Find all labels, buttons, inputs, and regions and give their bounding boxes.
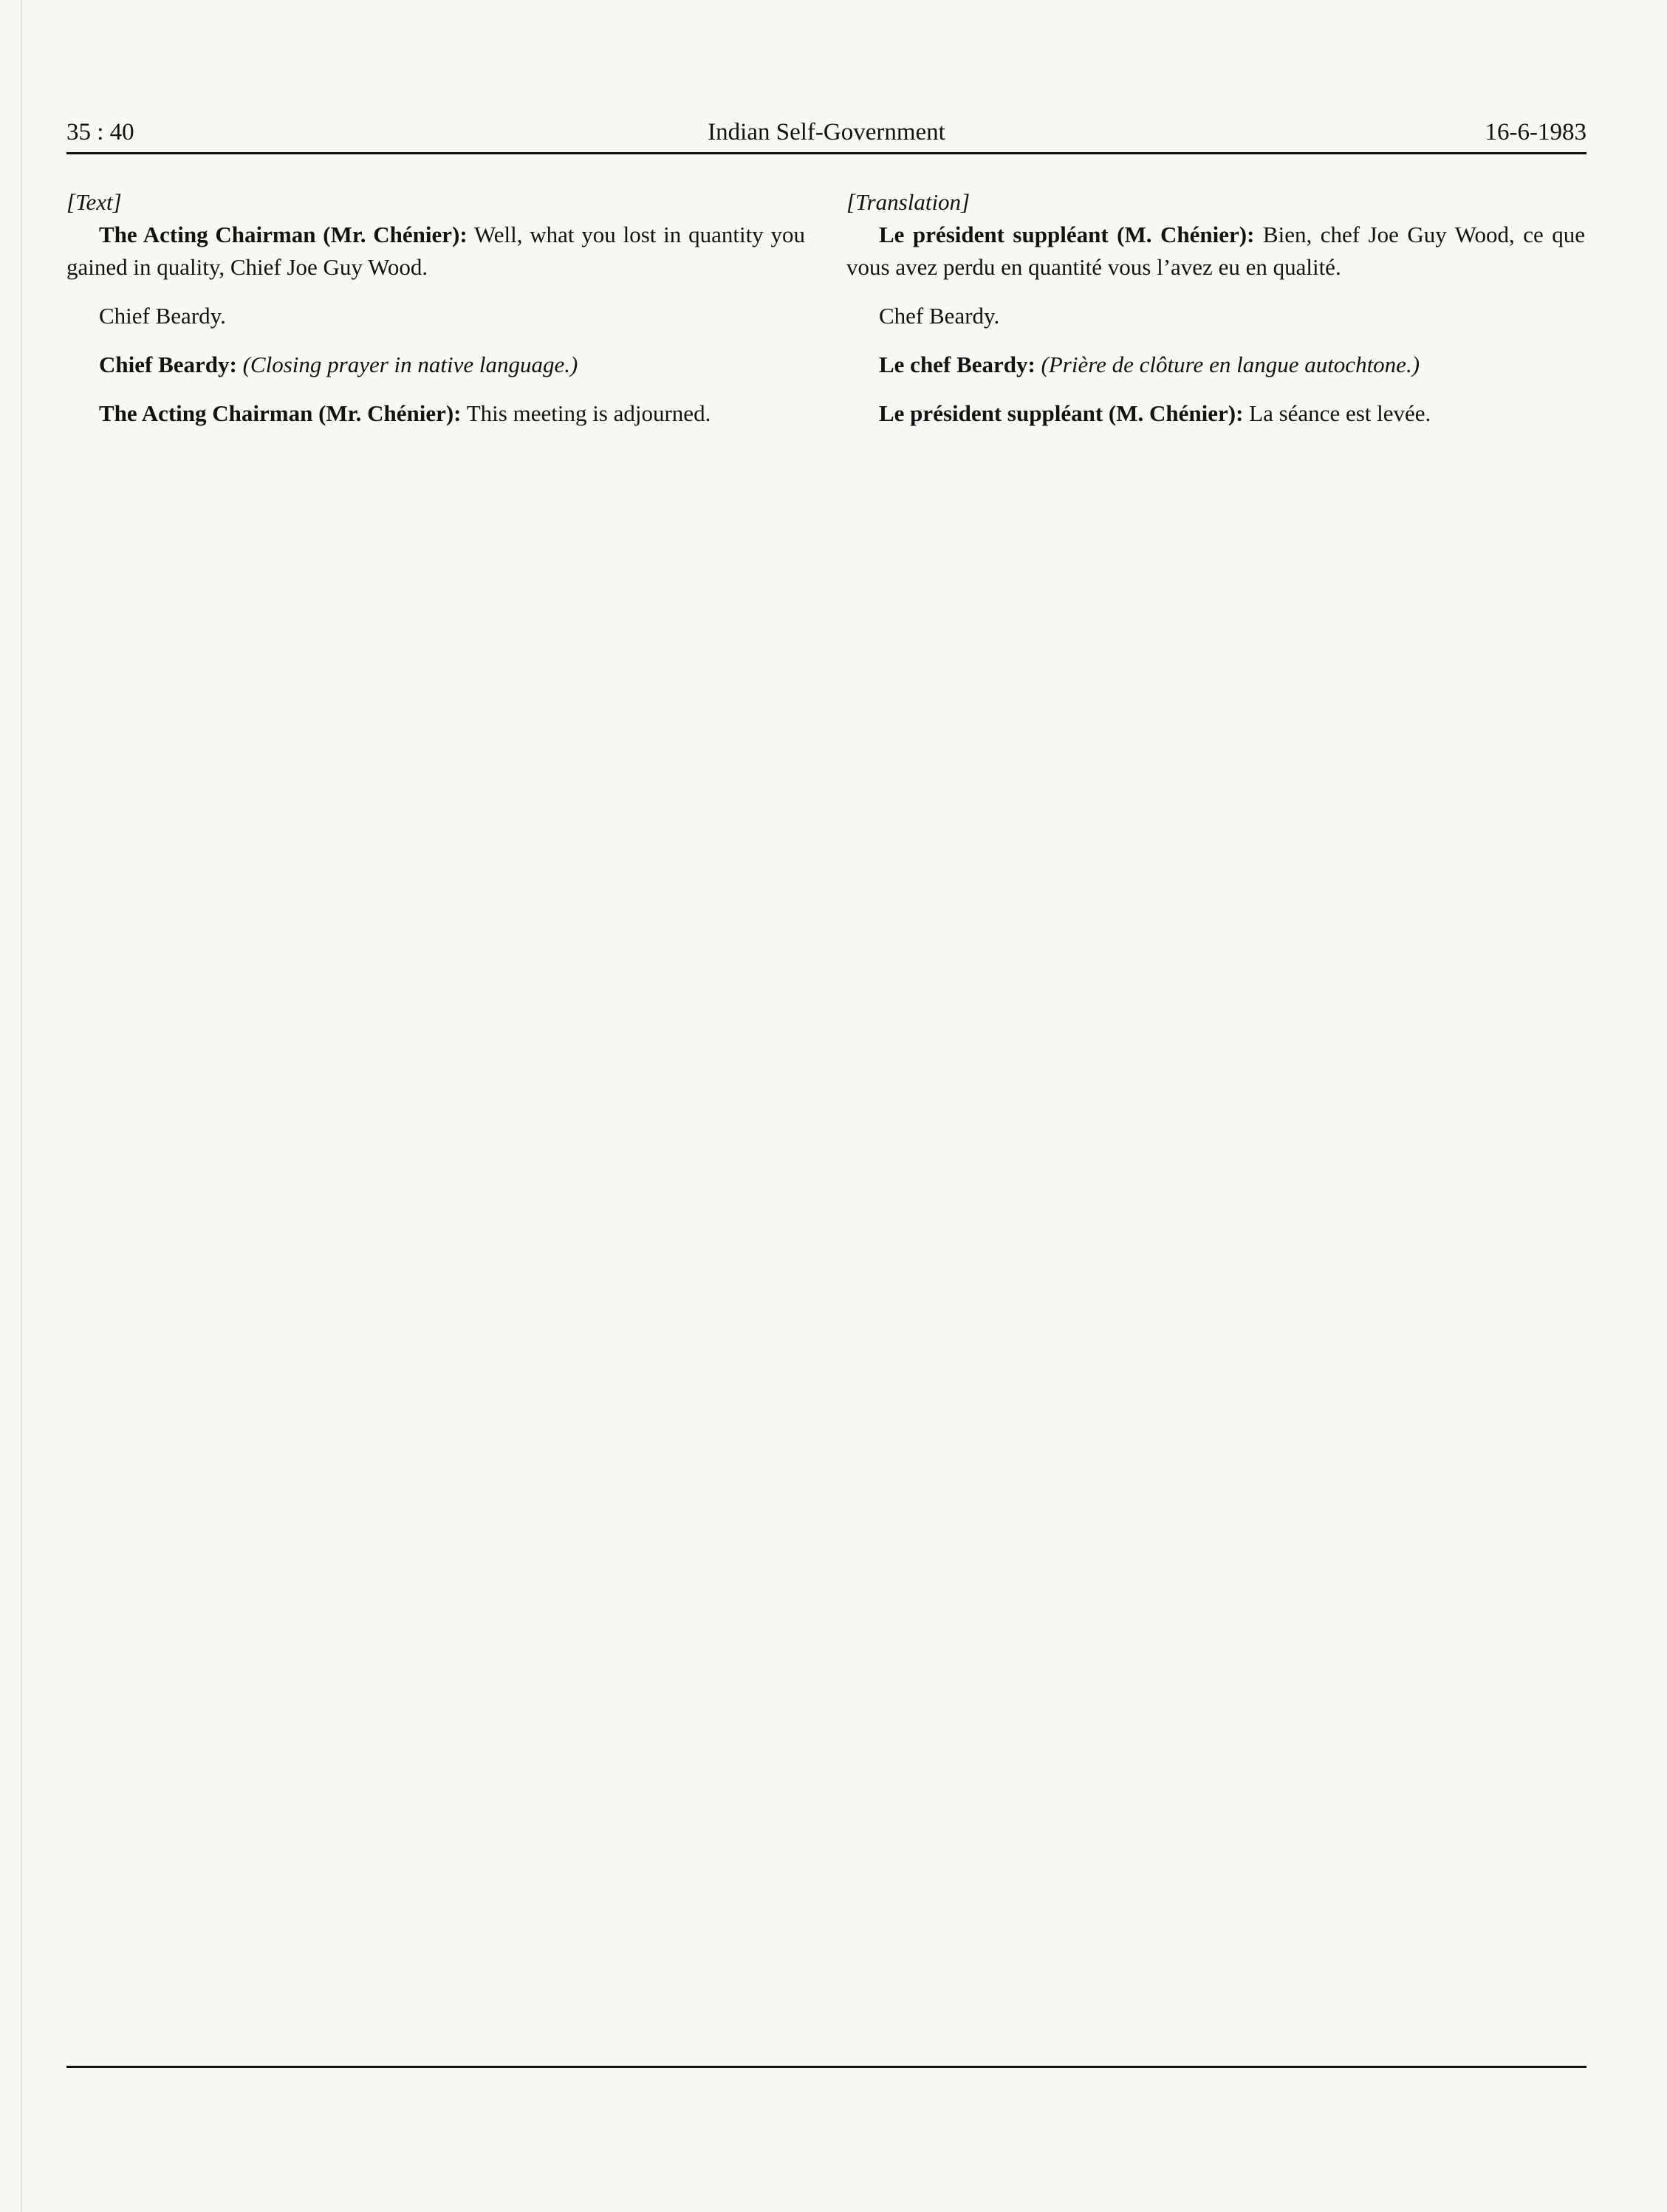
paragraph-text: La séance est levée. [1249, 400, 1431, 426]
paragraph-meeting-adjourned [66, 397, 805, 430]
paragraph-text: Chief Beardy. [99, 303, 226, 329]
page-number: 35 : 40 [66, 119, 134, 145]
paragraph-seance-levee [846, 397, 1585, 430]
paragraph-priere-cloture [846, 349, 1585, 381]
header-rule [66, 152, 1586, 154]
scan-edge [21, 0, 22, 2212]
publication-title: Indian Self-Government [708, 119, 945, 145]
page-header [66, 111, 1586, 154]
speaker-chief-beardy: Chief Beardy: [99, 352, 237, 377]
paragraph-text: Well, what you lost in quantity you gained in quality, Chief Joe Guy Wood. [66, 222, 805, 280]
stage-direction: (Prière de clôture en langue autochtone.) [1041, 352, 1420, 377]
paragraph-text: Chef Beardy. [879, 303, 1000, 329]
paragraph-chef-beardy-call [846, 300, 1585, 332]
paragraph-closing-prayer [66, 349, 805, 381]
paragraph-text: Bien, chef Joe Guy Wood, ce que vous avez perdu en quantité vous l’avez eu en qualité. [846, 222, 1585, 280]
publication-date: 16-6-1983 [1485, 119, 1586, 145]
translation-label: [Translation] [846, 189, 971, 215]
paragraph-president-quality [846, 219, 1585, 284]
paragraph-chief-beardy-call [66, 300, 805, 332]
paragraph-acting-chairman-quality [66, 219, 805, 284]
speaker-president-suppleant: Le président suppléant (M. Chénier): [879, 222, 1255, 247]
text-label: [Text] [66, 189, 122, 215]
left-column [66, 186, 805, 446]
speaker-acting-chairman: The Acting Chairman (Mr. Chénier): [99, 222, 468, 247]
speaker-president-suppleant: Le président suppléant (M. Chénier): [879, 400, 1244, 426]
speaker-acting-chairman: The Acting Chairman (Mr. Chénier): [99, 400, 462, 426]
right-column [846, 186, 1585, 446]
paragraph-text: This meeting is adjourned. [466, 400, 711, 426]
footer-rule [66, 2066, 1586, 2068]
stage-direction: (Closing prayer in native language.) [242, 352, 578, 377]
speaker-chef-beardy: Le chef Beardy: [879, 352, 1036, 377]
